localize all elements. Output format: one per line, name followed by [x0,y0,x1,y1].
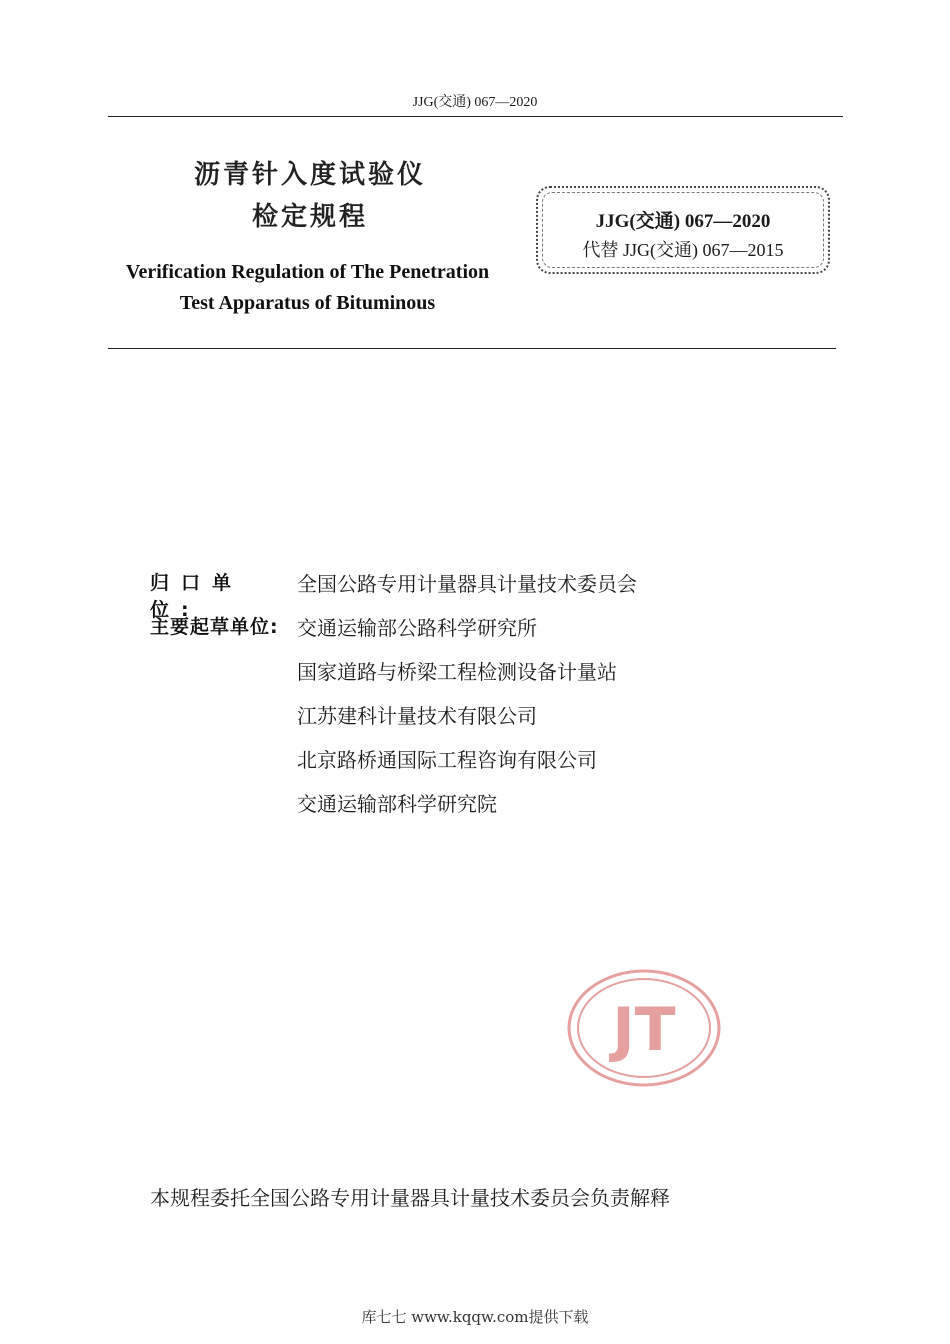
responsible-unit-label: 归口单位: [150,572,244,621]
drafting-unit-item: 北京路桥通国际工程咨询有限公司 [297,748,597,772]
interpretation-note: 本规程委托全国公路专用计量器具计量技术委员会负责解释 [150,1186,670,1210]
title-rule [108,348,836,349]
seal-jt-text: JT [612,995,676,1065]
title-en-line2: Test Apparatus of Bituminous [179,292,436,314]
drafting-unit-item: 江苏建科计量技术有限公司 [297,704,537,728]
jt-seal-logo [566,968,722,1088]
drafting-unit-item: 国家道路与桥梁工程检测设备计量站 [297,660,617,684]
title-cn-line1: 沥青针入度试验仪 [193,160,426,190]
title-cn-line2: 检定规程 [251,202,368,232]
title-en-line1: Verification Regulation of The Penetration [125,261,490,283]
drafting-unit-item: 交通运输部科学研究院 [297,792,497,816]
responsible-unit-value: 全国公路专用计量器具计量技术委员会 [297,572,637,596]
replaces-code: 代替 JJG(交通) 067—2015 [582,240,784,260]
drafting-units-label: 主要起草单位: [150,616,279,638]
download-footer: 库七七 www.kqqw.com提供下载 [361,1308,589,1326]
running-head: JJG(交通) 067—2020 [412,95,538,110]
header-rule [108,116,843,117]
drafting-unit-item: 交通运输部公路科学研究所 [297,616,537,640]
standard-code: JJG(交通) 067—2020 [595,211,771,232]
